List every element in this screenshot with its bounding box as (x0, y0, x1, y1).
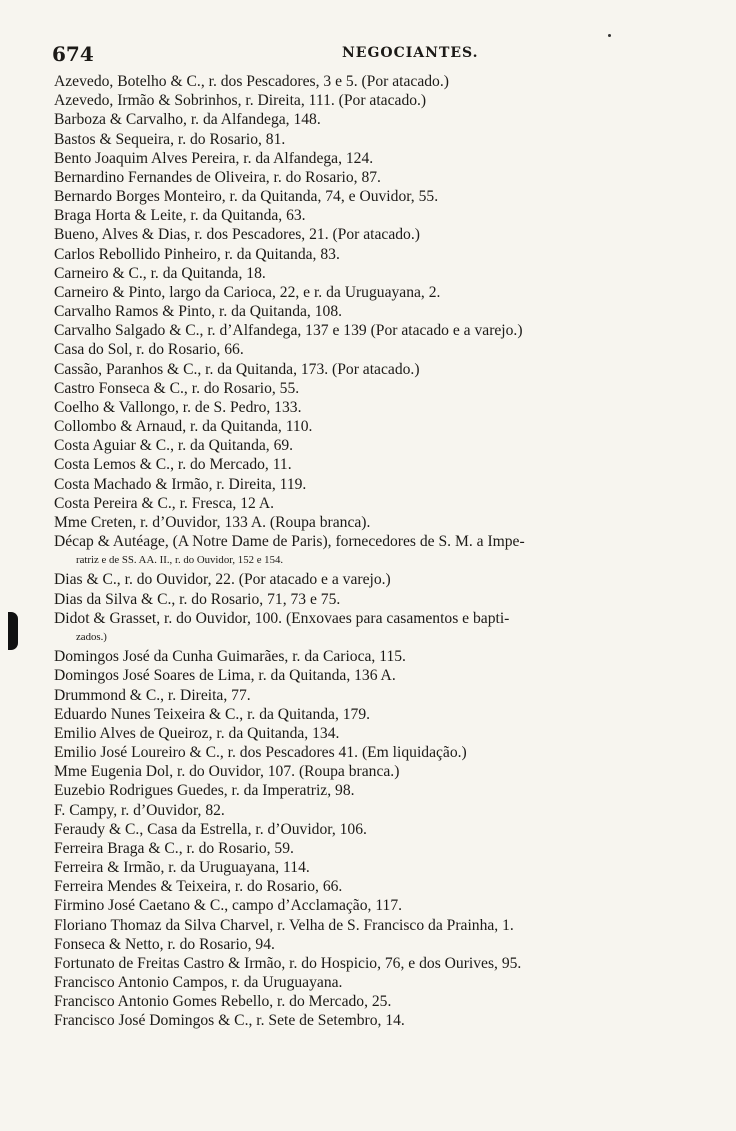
section-title: NEGOCIANTES. (342, 45, 479, 61)
list-item: Bernardo Borges Monteiro, r. da Quitanda, 74, e Ouvidor, 55. (54, 188, 439, 206)
list-item: Floriano Thomaz da Silva Charvel, r. Velha de S. Francisco da Prainha, 1. (54, 916, 514, 934)
list-item: Euzebio Rodrigues Guedes, r. da Imperatriz, 98. (54, 782, 355, 800)
list-item: Francisco José Domingos & C., r. Sete de Setembro, 14. (54, 1012, 405, 1030)
list-item: Costa Aguiar & C., r. da Quitanda, 69. (54, 437, 294, 455)
list-item: Bernardino Fernandes de Oliveira, r. do Rosario, 87. (54, 168, 381, 186)
list-item: Dias da Silva & C., r. do Rosario, 71, 73 e 75. (54, 590, 341, 608)
list-item: Domingos José Soares de Lima, r. da Quitanda, 136 A. (54, 667, 396, 685)
list-item: Ferreira Mendes & Teixeira, r. do Rosario, 66. (54, 878, 343, 896)
list-item: Cassão, Paranhos & C., r. da Quitanda, 173. (Por atacado.) (54, 360, 420, 378)
list-item: Feraudy & C., Casa da Estrella, r. d’Ouvidor, 106. (54, 820, 367, 838)
list-item: Mme Eugenia Dol, r. do Ouvidor, 107. (Roupa branca.) (54, 763, 400, 781)
list-item: Fortunato de Freitas Castro & Irmão, r. do Hospicio, 76, e dos Ourives, 95. (54, 954, 522, 972)
list-item: Eduardo Nunes Teixeira & C., r. da Quitanda, 179. (54, 705, 371, 723)
list-item: Firmino José Caetano & C., campo d’Acclamação, 117. (54, 897, 403, 915)
list-item: Bueno, Alves & Dias, r. dos Pescadores, 21. (Por atacado.) (54, 226, 420, 244)
list-item: Emilio José Loureiro & C., r. dos Pescadores 41. (Em liquidação.) (54, 744, 467, 762)
ink-blot (8, 612, 18, 650)
list-item: Dias & C., r. do Ouvidor, 22. (Por atacado e a varejo.) (54, 571, 391, 589)
merchant-list (54, 72, 694, 1031)
list-item: Ferreira & Irmão, r. da Uruguayana, 114. (54, 859, 310, 877)
list-item: Ferreira Braga & C., r. do Rosario, 59. (54, 839, 294, 857)
list-item: Collombo & Arnaud, r. da Quitanda, 110. (54, 418, 313, 436)
page-number: 674 (52, 42, 94, 66)
list-item: Fonseca & Netto, r. do Rosario, 94. (54, 935, 275, 953)
list-item: Emilio Alves de Queiroz, r. da Quitanda, 134. (54, 724, 340, 742)
list-item: Carvalho Ramos & Pinto, r. da Quitanda, 108. (54, 303, 343, 321)
list-item: Azevedo, Irmão & Sobrinhos, r. Direita, 111. (Por atacado.) (54, 92, 427, 110)
list-item: Mme Creten, r. d’Ouvidor, 133 A. (Roupa branca). (54, 513, 371, 531)
list-item: Carlos Rebollido Pinheiro, r. da Quitanda, 83. (54, 245, 340, 263)
list-item: Braga Horta & Leite, r. da Quitanda, 63. (54, 207, 306, 225)
list-item: Carneiro & Pinto, largo da Carioca, 22, e r. da Uruguayana, 2. (54, 283, 441, 301)
list-item: Carneiro & C., r. da Quitanda, 18. (54, 264, 266, 282)
list-item: Coelho & Vallongo, r. de S. Pedro, 133. (54, 398, 302, 416)
list-item: Francisco Antonio Gomes Rebello, r. do Mercado, 25. (54, 993, 392, 1011)
list-item: Drummond & C., r. Direita, 77. (54, 686, 251, 704)
speck (608, 34, 611, 37)
list-item: F. Campy, r. d’Ouvidor, 82. (54, 801, 225, 819)
list-item: ratriz e de SS. AA. II., r. do Ouvidor, 152 e 154. (76, 554, 284, 567)
list-item: Costa Machado & Irmão, r. Direita, 119. (54, 475, 307, 493)
list-item: Castro Fonseca & C., r. do Rosario, 55. (54, 379, 300, 397)
list-item: Domingos José da Cunha Guimarães, r. da Carioca, 115. (54, 648, 406, 666)
list-item: Francisco Antonio Campos, r. da Uruguayana. (54, 974, 343, 992)
list-item: Costa Pereira & C., r. Fresca, 12 A. (54, 494, 275, 512)
list-item: Bastos & Sequeira, r. do Rosario, 81. (54, 130, 286, 148)
page-header (52, 42, 692, 68)
list-item: Décap & Autéage, (A Notre Dame de Paris), fornecedores de S. M. a Impe- (54, 533, 525, 551)
list-item: Barboza & Carvalho, r. da Alfandega, 148. (54, 111, 321, 129)
list-item: Didot & Grasset, r. do Ouvidor, 100. (Enxovaes para casamentos e bapti- (54, 609, 510, 627)
list-item: Azevedo, Botelho & C., r. dos Pescadores, 3 e 5. (Por atacado.) (54, 73, 449, 90)
list-item: Casa do Sol, r. do Rosario, 66. (54, 341, 244, 359)
list-item: zados.) (76, 630, 107, 643)
list-item: Bento Joaquim Alves Pereira, r. da Alfandega, 124. (54, 149, 374, 167)
list-item: Costa Lemos & C., r. do Mercado, 11. (54, 456, 292, 474)
list-item: Carvalho Salgado & C., r. d’Alfandega, 137 e 139 (Por atacado e a varejo.) (54, 322, 523, 340)
